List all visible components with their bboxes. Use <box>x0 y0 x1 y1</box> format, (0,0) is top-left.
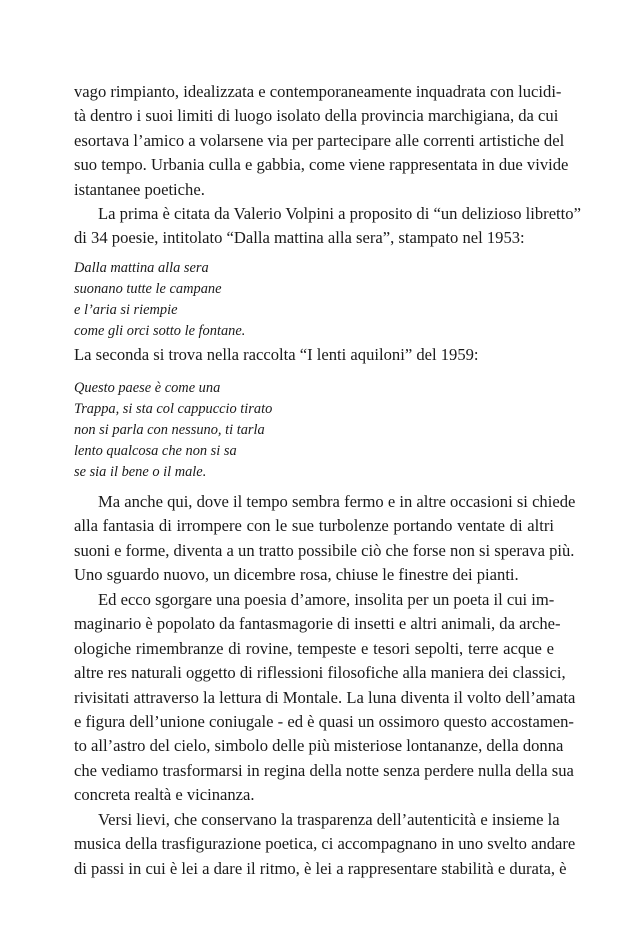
verse-line: suonano tutte le campane <box>74 281 222 297</box>
verse-line: come gli orci sotto le fontane. <box>74 323 246 339</box>
paragraph-prima-poesia <box>74 202 581 251</box>
text-line: altre res naturali oggetto di riflessioni filosofiche alla maniera dei classici, <box>74 663 566 683</box>
text-line: rivisitati attraverso la lettura di Montale. La luna diventa il volto dell’amata <box>74 687 576 707</box>
text-line: to all’astro del cielo, simbolo delle più misteriose lontananze, della donna <box>74 736 564 756</box>
text-line: Ed ecco sgorgare una poesia d’amore, insolita per un poeta il cui im- <box>98 590 555 609</box>
text-line: istantanee poetiche. <box>74 179 205 199</box>
text-line: concreta realtà e vicinanza. <box>74 785 255 805</box>
verse-line: se sia il bene o il male. <box>74 464 207 480</box>
text-line: suoni e forme, diventa a un tratto possibile ciò che forse non si sperava più. <box>74 540 575 560</box>
text-line: che vediamo trasformarsi in regina della notte senza perdere nulla della sua <box>74 760 574 780</box>
verse-line: Questo paese è come una <box>74 380 221 396</box>
verse-line: lento qualcosa che non si sa <box>74 443 237 459</box>
text-line: alla fantasia di irrompere con le sue turbolenze portando ventate di altri <box>74 516 554 536</box>
paragraph-seconda-poesia <box>74 343 554 367</box>
text-line: ologiche rimembranze di rovine, tempeste e tesori sepolti, terre acque e <box>74 638 554 658</box>
text-line: e figura dell’unione coniugale - ed è quasi un ossimoro questo accostamen- <box>74 712 574 732</box>
text-line: Ma anche qui, dove il tempo sembra fermo e in altre occasioni si chiede <box>98 492 576 511</box>
text-line: di 34 poesie, intitolato “Dalla mattina alla sera”, stampato nel 1953: <box>74 228 525 248</box>
paragraph-versi-lievi <box>74 808 576 881</box>
paragraph-urbania <box>74 80 569 202</box>
text-line: di passi in cui è lei a dare il ritmo, è lei a rappresentare stabilità e durata, è <box>74 858 567 878</box>
text-line: musica della trasfigurazione poetica, ci accompagnano in uno svelto andare <box>74 834 576 854</box>
verse-line: non si parla con nessuno, ti tarla <box>74 422 265 438</box>
text-line: La prima è citata da Valerio Volpini a proposito di “un delizioso libretto” <box>98 204 581 223</box>
text-line: La seconda si trova nella raccolta “I lenti aquiloni” del 1959: <box>74 345 479 364</box>
text-line: Versi lievi, che conservano la trasparenza dell’autenticità e insieme la <box>98 810 560 829</box>
poem-questo-paese <box>74 378 272 483</box>
text-line: maginario è popolato da fantasmagorie di insetti e altri animali, da arche- <box>74 614 561 634</box>
text-line: tà dentro i suoi limiti di luogo isolato della provincia marchigiana, da cui <box>74 106 559 126</box>
text-line: vago rimpianto, idealizzata e contemporaneamente inquadrata con lucidi- <box>74 82 562 101</box>
verse-line: Trappa, si sta col cappuccio tirato <box>74 401 273 417</box>
text-line: esortava l’amico a volarsene via per partecipare alle correnti artistiche del <box>74 130 565 150</box>
paragraph-poesia-amore <box>74 588 576 808</box>
verse-line: Dalla mattina alla sera <box>74 260 209 276</box>
poem-dalla-mattina <box>74 258 245 342</box>
paragraph-ma-anche-qui <box>74 490 576 588</box>
text-line: suo tempo. Urbania culla e gabbia, come viene rappresentata in due vivide <box>74 155 569 175</box>
text-line: Uno sguardo nuovo, un dicembre rosa, chiuse le finestre dei pianti. <box>74 565 519 585</box>
verse-line: e l’aria si riempie <box>74 302 178 318</box>
